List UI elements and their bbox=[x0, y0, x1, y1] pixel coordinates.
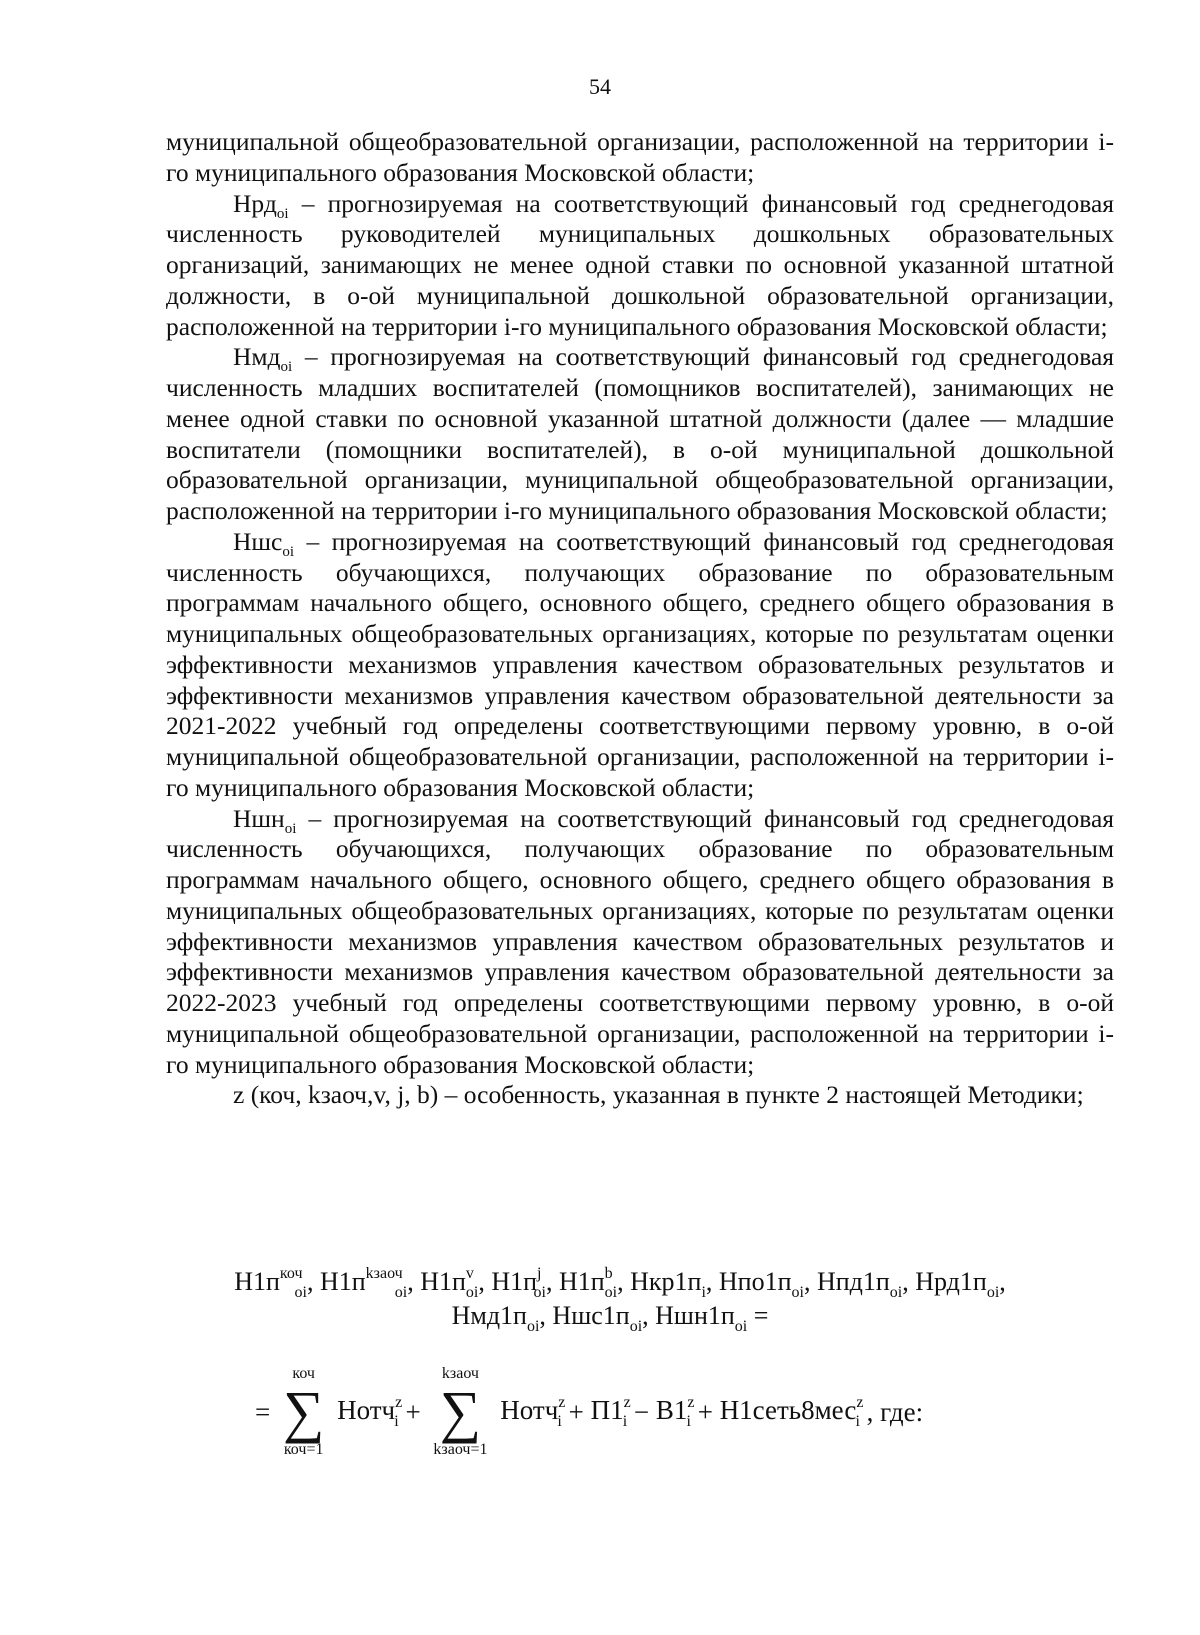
formula-term: $Н1п^{kзаоч}_{oi}$, bbox=[319, 1265, 421, 1301]
formula-term: $Н1п^j_{oi}$, bbox=[491, 1265, 559, 1301]
definition-nshs bbox=[166, 527, 1114, 804]
body-text bbox=[166, 127, 1114, 1111]
term-p1: $П1^z_i$ bbox=[590, 1393, 631, 1430]
term-symbol: Ншс$_{oi}$ bbox=[233, 526, 295, 560]
plus-sign: + bbox=[568, 1396, 584, 1427]
formula-line-2 bbox=[0, 1301, 1200, 1336]
term-notch-1: Нотч$^z_i$ bbox=[337, 1393, 403, 1430]
term-symbol: Ншн$_{oi}$ bbox=[233, 803, 297, 837]
definition-text: – прогнозируемая на соответствующий финансовый год среднегодовая численность руководителей муниципальных дошкольных образовательных организаций, занимающих не менее одной ставки по основной указанной штатной должности, в о-ой муниципальной дошкольной образовательной организации, расположенной на территории i-го муниципального образования Московской области; bbox=[166, 188, 1115, 341]
formula-term: $Нмд1п_{oi}$, bbox=[451, 1301, 553, 1335]
formula-term: $Нпо1п_{oi}$, bbox=[718, 1267, 817, 1301]
formula-term: $Н1п^b_{oi}$, bbox=[558, 1265, 631, 1301]
plus-sign: + bbox=[697, 1396, 713, 1427]
definition-nrd bbox=[166, 189, 1114, 343]
sum-upper-limit: коч bbox=[292, 1365, 315, 1382]
definition-text: – прогнозируемая на соответствующий финансовый год среднегодовая численность младших воспитателей (помощников воспитателей), занимающих не менее одной ставки по основной указанной штатной должности (далее — младшие воспитатели (помощники воспитателей), в о-ой муниципальной дошкольной образовательной организации, муниципальной общеобразовательной организации, расположенной на территории i-го муниципального образования Московской области; bbox=[166, 342, 1115, 525]
equals-sign: = bbox=[255, 1396, 271, 1427]
sum-over-koch bbox=[283, 1365, 324, 1459]
formula-term: $Н1п^v_{oi}$, bbox=[420, 1265, 492, 1301]
minus-sign: − bbox=[633, 1396, 650, 1427]
term-n1set8mes: Н1сеть8мес$^z_i$ bbox=[719, 1393, 864, 1430]
definition-nmd bbox=[166, 342, 1114, 527]
definition-text: – прогнозируемая на соответствующий финансовый год среднегодовая численность обучающихся, получающих образование по образовательным программам начального общего, основного общего, среднего общего образования в муниципальных общеобразовательных организациях, которые по результатам оценки эффективности механизмов управления качеством образовательных результатов и эффективности механизмов управления качеством образовательной деятельности за 2021-2022 учебный год определены соответствующими первому уровню, в о-ой муниципальной общеобразовательной организации, расположенной на территории i-го муниципального образования Московской области; bbox=[166, 526, 1114, 802]
page-number: 54 bbox=[589, 74, 611, 99]
term-symbol: Нрд$_{oi}$ bbox=[233, 188, 289, 222]
paragraph-continuation: муниципальной общеобразовательной организации, расположенной на территории i-го муниципального образования Московской области; bbox=[166, 127, 1114, 187]
sum-upper-limit: kзаоч bbox=[441, 1365, 479, 1382]
sigma-icon: ∑ bbox=[439, 1379, 482, 1444]
definition-text: – прогнозируемая на соответствующий финансовый год среднегодовая численность обучающихся, получающих образование по образовательным программам начального общего, основного общего, среднего общего образования в муниципальных общеобразовательных организациях, которые по результатам оценки эффективности механизмов управления качеством образовательных результатов и эффективности механизмов управления качеством образовательной деятельности за 2022-2023 учебный год определены соответствующими первому уровню, в о-ой муниципальной общеобразовательной организации, расположенной на территории i-го муниципального образования Московской области; bbox=[166, 803, 1115, 1079]
formula-tail: , где: bbox=[866, 1396, 924, 1427]
formula-term: $Н1п^{коч}_{oi}$, bbox=[234, 1265, 320, 1301]
formula-line-1 bbox=[0, 1265, 1200, 1302]
formula-term: $Нрд1п_{oi}$, bbox=[915, 1267, 1006, 1301]
formula-term: $Ншн1п_{oi}$ = bbox=[655, 1301, 769, 1335]
term-symbol: Нмд$_{oi}$ bbox=[233, 342, 293, 376]
sum-lower-limit: kзаоч=1 bbox=[433, 1441, 488, 1458]
sum-lower-limit: коч=1 bbox=[283, 1441, 324, 1458]
formula-term: $Ншс1п_{oi}$, bbox=[552, 1301, 656, 1335]
plus-sign: + bbox=[405, 1396, 421, 1427]
definition-z: z (коч, kзаоч,v, j, b) – особенность, указанная в пункте 2 настоящей Методики; bbox=[233, 1080, 1084, 1110]
formula-term: $Нкр1п_i$, bbox=[630, 1267, 719, 1301]
formula-line-3 bbox=[255, 1365, 923, 1465]
sum-over-kzaoch bbox=[433, 1365, 487, 1459]
sigma-icon: ∑ bbox=[282, 1379, 325, 1444]
term-v1: $В1^z_i$ bbox=[655, 1393, 695, 1430]
formula-term: $Нпд1п_{oi}$, bbox=[816, 1267, 916, 1301]
term-notch-2: Нотч$^z_i$ bbox=[500, 1393, 566, 1430]
definition-nshn bbox=[166, 804, 1114, 1081]
